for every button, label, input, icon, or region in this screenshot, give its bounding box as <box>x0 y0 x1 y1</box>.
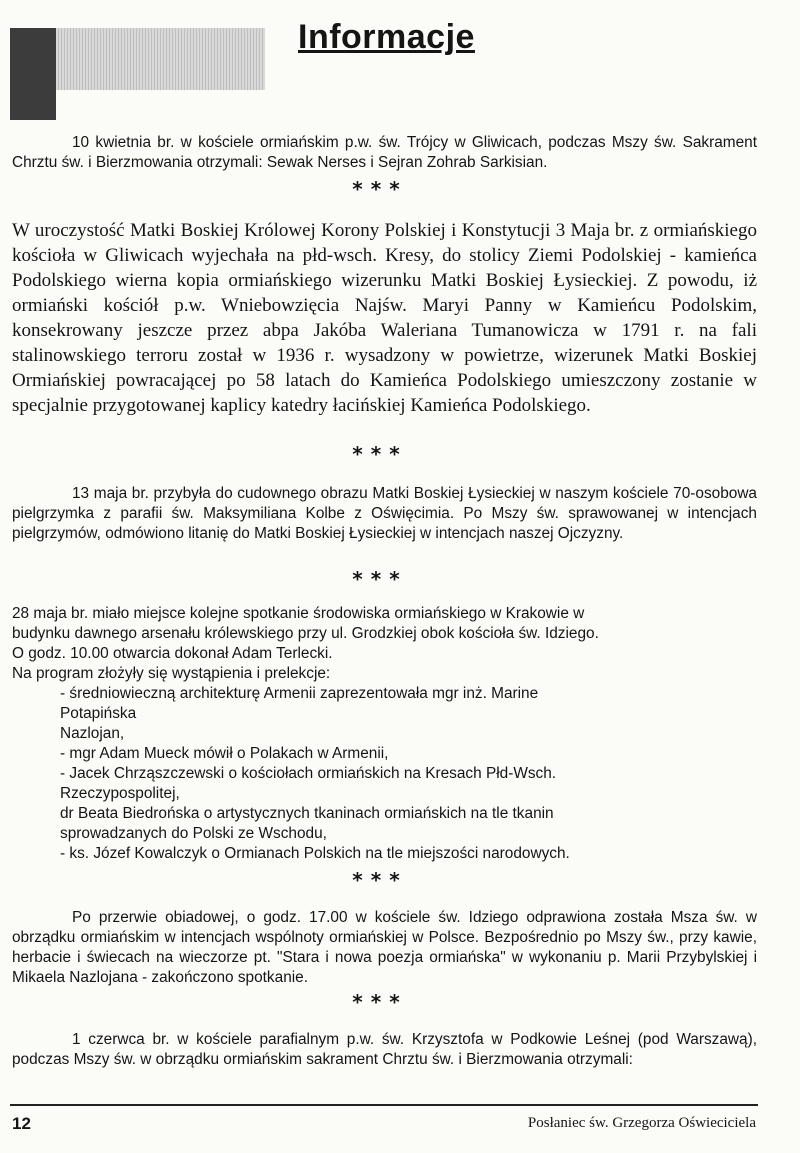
program-item: - średniowieczną architekturę Armenii zaprezentowała mgr inż. Marine <box>60 685 539 702</box>
program-item: - ks. Józef Kowalczyk o Ormianach Polskich na tle miejszości narodowych. <box>60 845 570 862</box>
meeting-line: budynku dawnego arsenału królewskiego przy ul. Grodzkiej obok kościoła św. Idziego. <box>12 625 599 642</box>
paragraph-baptism-podkowa: 1 czerwca br. w kościele parafialnym p.w. św. Krzysztofa w Podkowie Leśnej (pod Warszawą), podczas Mszy św. w obrządku ormiańskim sakrament Chrztu św. i Bierzmowania otrzymali: <box>12 1031 757 1068</box>
program-item: Potapińska <box>60 705 137 722</box>
paragraph-evening-mass: Po przerwie obiadowej, o godz. 17.00 w kościele św. Idziego odprawiona została Msza św. w obrządku ormiańskim w intencjach wspólnoty ormiańskiej w Polsce. Bezpośrednio po Mszy św., przy kawie, herbacie i świecach na wieczorze pt. "Stara i nowa poezja ormiańska" w wykonaniu p. Marii Przybylskiej i Mikaela Nazlojana - zakończono spotkanie. <box>12 909 757 986</box>
program-item: Nazlojan, <box>60 725 125 742</box>
publication-name: Posłaniec św. Grzegorza Oświeciciela <box>527 1115 756 1131</box>
page-number: 12 <box>12 1114 31 1133</box>
section-separator: *** <box>352 442 408 466</box>
program-item: - Jacek Chrząszczewski o kościołach ormiańskich na Kresach Płd-Wsch. <box>60 765 557 782</box>
meeting-line: Na program złożyły się wystąpienia i prelekcje: <box>12 665 331 682</box>
page-title: Informacje <box>298 18 475 56</box>
section-separator: *** <box>352 868 408 892</box>
meeting-line: 28 maja br. miało miejsce kolejne spotkanie środowiska ormiańskiego w Krakowie w <box>12 605 585 622</box>
program-item: sprowadzanych do Polski ze Wschodu, <box>60 825 327 842</box>
meeting-line: O godz. 10.00 otwarcia dokonał Adam Terlecki. <box>12 645 333 662</box>
paragraph-baptism-gliwice: 10 kwietnia br. w kościele ormiańskim p.w. św. Trójcy w Gliwicach, podczas Mszy św. Sakrament Chrztu św. i Bierzmowania otrzymali: Sewak Nerses i Sejran Zohrab Sarkisian. <box>12 134 757 171</box>
paragraph-pilgrimage: 13 maja br. przybyła do cudownego obrazu Matki Boskiej Łysieckiej w naszym kościele 70-osobowa pielgrzymka z parafii św. Maksymiliana Kolbe z Oświęcimia. Po Mszy św. sprawowanej w intencjach pielgrzymów, odmówiono litanię do Matki Boskiej Łysieckiej w intencjach naszej Ojczyzny. <box>12 485 757 542</box>
header-decoration <box>10 28 265 120</box>
footer-rule <box>10 1104 758 1106</box>
section-separator: *** <box>352 567 408 591</box>
section-separator: *** <box>352 990 408 1014</box>
program-item: Rzeczypospolitej, <box>60 785 180 802</box>
paragraph-krakow-meeting <box>12 604 757 864</box>
program-item: - mgr Adam Mueck mówił o Polakach w Armenii, <box>60 745 389 762</box>
program-item: dr Beata Biedrońska o artystycznych tkaninach ormiańskich na tle tkanin <box>60 805 554 822</box>
section-separator: *** <box>352 177 408 201</box>
header-dark-bar <box>10 28 56 120</box>
header-gray-panel <box>56 28 265 90</box>
paragraph-icon-copy: W uroczystość Matki Boskiej Królowej Korony Polskiej i Konstytucji 3 Maja br. z ormiańskiego kościoła w Gliwicach wyjechała na płd-wsch. Kresy, do stolicy Ziemi Podolskiej - kamieńca Podolskiego wierna kopia ormiańskiego wizerunku Matki Boskiej Łysieckiej. Z powodu, iż ormiański kościół p.w. Wniebowzięcia Najśw. Maryi Panny w Kamieńcu Podolskim, konsekrowany jeszcze przez abpa Jakóba Waleriana Tumanowicza w 1791 r. na fali stalinowskiego terroru został w 1936 r. wysadzony w powietrze, wizerunek Matki Boskiej Ormiańskiej powracającej po 58 latach do Kamieńca Podolskiego umieszczony zostanie w specjalnie przygotowanej kaplicy katedry łacińskiej Kamieńca Podolskiego. <box>12 220 757 416</box>
